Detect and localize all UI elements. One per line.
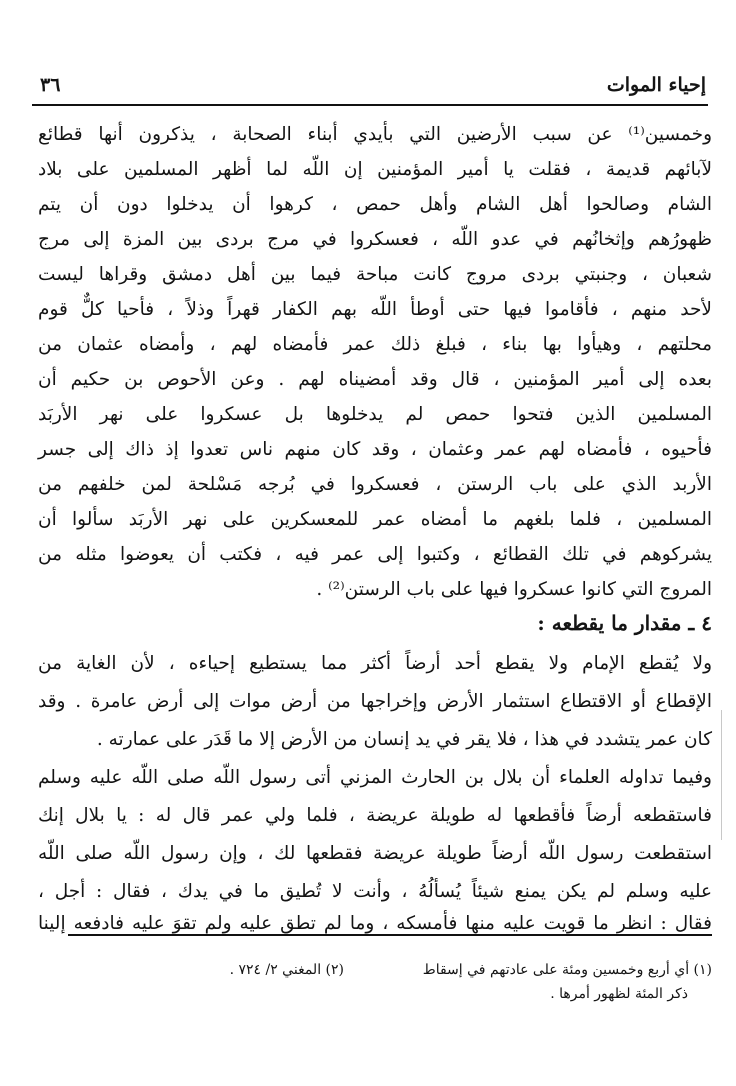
- footnote-2: (٢) المغني ٢/ ٧٢٤ .: [229, 962, 344, 978]
- body-line: المسلمين الذين فتحوا حمص لم يدخلوها بل عسكروا على نهر الأربَد: [38, 404, 712, 425]
- body-line: يشركوهم في تلك القطائع ، وكتبوا إلى عمر فيه ، فكتب أن يعوضوا مثله من: [38, 544, 712, 565]
- body-line: بعده إلى أمير المؤمنين ، قال وقد أمضيناه لهم . وعن الأحوص بن حكيم أن: [38, 369, 712, 390]
- body-line: استقطعت رسول اللّه أرضاً طويلة عريضة فقطعها لك ، وإن رسول اللّه صلى اللّه: [38, 843, 712, 864]
- body-line: المروج التي كانوا عسكروا فيها على باب الرستن⁽²⁾ .: [316, 579, 712, 600]
- body-line: عليه وسلم لم يكن يمنع شيئاً يُسألُهُ ، وأنت لا تُطيق ما في يدك ، فقال : أجل ،: [38, 881, 712, 902]
- body-line: ولا يُقطع الإمام ولا يقطع أحد أرضاً أكثر مما يستطيع إحياءه ، لأن الغاية من: [38, 653, 712, 674]
- header-rule: [32, 104, 708, 106]
- section-heading: ٤ ـ مقدار ما يقطعه :: [537, 611, 712, 635]
- body-line: الإقطاع أو الاقتطاع استثمار الأرض وإخراجها من أرض موات إلى أرض عامرة . وقد: [38, 691, 712, 712]
- body-line: فاستقطعه أرضاً فأقطعها له طويلة عريضة ، فلما ولي عمر قال له : يا بلال إنك: [38, 805, 712, 826]
- body-line: وفيما تداوله العلماء أن بلال بن الحارث المزني أتى رسول اللّه صلى اللّه عليه وسلم: [38, 767, 712, 788]
- body-line: وخمسين⁽¹⁾ عن سبب الأرضين التي بأيدي أبناء الصحابة ، يذكرون أنها قطائع: [38, 124, 712, 145]
- body-line: لأحد منهم ، فأقاموا فيها حتى أوطأ اللّه بهم الكفار قهراً وذلاً ، فأحيا كلٌّ قوم: [38, 299, 712, 320]
- body-line: الأربد الذي على باب الرستن ، فعسكروا في بُرجه مَسْلحة لمن خلفهم من: [38, 474, 712, 495]
- body-line: محلتهم ، وهيأوا بها بناء ، فبلغ ذلك عمر فأمضاه لهم ، وأمضاه عثمان من: [38, 334, 712, 355]
- body-line: الشام وصالحوا أهل الشام وأهل حمص ، كرهوا أن يدخلوا دون أن يتم: [38, 194, 712, 215]
- footnote-rule: [68, 934, 712, 936]
- footnote-1-continued: ذكر المئة لظهور أمرها .: [550, 986, 688, 1002]
- body-line: شعبان ، وجنبتي بردى مروج كانت مباحة فيما بين أهل دمشق وقراها ليست: [38, 264, 712, 285]
- body-line: فأحيوه ، فأمضاه لهم عمر وعثمان ، وقد كان منهم ناس تعدوا إذ ذاك إلى جسر: [38, 439, 712, 460]
- body-line: ظهورُهم وإثخانُهم في عدو اللّه ، فعسكروا في مرج بردى بين المزة إلى مرج: [38, 229, 712, 250]
- scan-margin-mark: [721, 710, 722, 840]
- page-number: ٣٦: [40, 74, 61, 96]
- body-line: كان عمر يتشدد في هذا ، فلا يقر في يد إنسان من الأرض إلا ما قَدَر على عمارته .: [96, 729, 712, 750]
- body-line: المسلمين ، فلما بلغهم ما أمضاه عمر للمعسكرين على نهر الأربَد سألوا أن: [38, 509, 712, 530]
- body-line: لآبائهم قديمة ، فقلت يا أمير المؤمنين إن اللّه لما أظهر المسلمين على بلاد: [38, 159, 712, 180]
- footnote-1: (١) أي أربع وخمسين ومئة على عادتهم في إسقاط: [422, 962, 712, 978]
- running-header-title: إحياء الموات: [606, 74, 706, 96]
- body-line: فقال : انظر ما قويت عليه منها فأمسكه ، وما لم تطق عليه ولم تقوَ عليه فادفعه إلينا: [38, 913, 712, 934]
